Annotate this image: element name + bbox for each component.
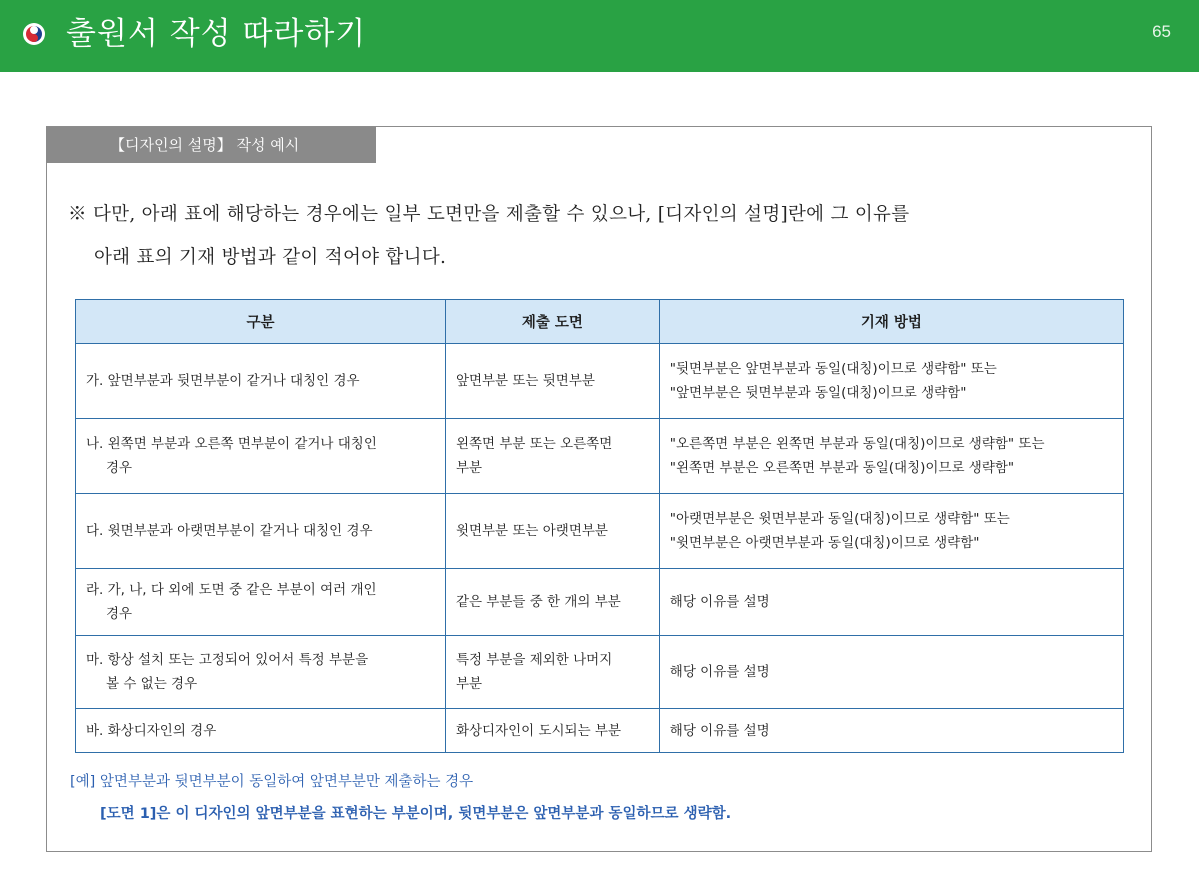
cell-method: 해당 이유를 설명 [659, 709, 1123, 753]
cell-text: "아랫면부분은 윗면부분과 동일(대칭)이므로 생략함" 또는 [669, 511, 1010, 527]
drawing-omission-table [75, 299, 1124, 753]
cell-text: "오른쪽면 부분은 왼쪽면 부분과 동일(대칭)이므로 생략함" 또는 [669, 436, 1045, 452]
cell-drawings: 윗면부분 또는 아랫면부분 [445, 494, 659, 569]
cell-method: 해당 이유를 설명 [659, 636, 1123, 709]
table-row [76, 636, 1124, 709]
table-header-row [76, 300, 1124, 344]
note-line-1: ※ 다만, 아래 표에 해당하는 경우에는 일부 도면만을 제출할 수 있으나, [디자인의 설명]란에 그 이유를 [68, 204, 910, 225]
cell-category [76, 494, 446, 569]
table-row [76, 494, 1124, 569]
example-description: [도면 1]은 이 디자인의 앞면부분을 표현하는 부분이며, 뒷면부분은 앞면부분과 동일하므로 생략함. [100, 806, 732, 822]
note-line-2: 아래 표의 기재 방법과 같이 적어야 합니다. [94, 247, 447, 268]
cell-text: 라. 가, 나, 다 외에 도면 중 같은 부분이 여러 개인 [86, 582, 377, 598]
cell-text: 바. 화상디자인의 경우 [86, 722, 217, 739]
page-number: 65 [1152, 22, 1171, 41]
table-row [76, 344, 1124, 419]
cell-text: 경우 [106, 606, 133, 622]
table-row [76, 419, 1124, 494]
example-title: [예] 앞면부분과 뒷면부분이 동일하여 앞면부분만 제출하는 경우 [70, 774, 474, 790]
cell-method [659, 344, 1123, 419]
section-tag: 【디자인의 설명】 작성 예시 [46, 127, 376, 163]
page-title: 출원서 작성 따라하기 [66, 16, 367, 52]
cell-text: 마. 항상 설치 또는 고정되어 있어서 특정 부분을 [86, 652, 369, 668]
cell-text: "뒷면부분은 앞면부분과 동일(대칭)이므로 생략함" 또는 [669, 361, 997, 377]
cell-method: 해당 이유를 설명 [659, 569, 1123, 636]
cell-text: "앞면부분은 뒷면부분과 동일(대칭)이므로 생략함" [669, 385, 967, 401]
cell-drawings: 화상디자인이 도시되는 부분 [445, 709, 659, 753]
cell-category [76, 344, 446, 419]
cell-text: 경우 [106, 460, 133, 476]
cell-category [76, 709, 446, 753]
cell-category [76, 569, 446, 636]
cell-text: 나. 왼쪽면 부분과 오른쪽 면부분이 같거나 대칭인 [86, 436, 377, 452]
cell-text: 볼 수 없는 경우 [106, 676, 198, 692]
cell-text: "왼쪽면 부분은 오른쪽면 부분과 동일(대칭)이므로 생략함" [669, 460, 1015, 476]
cell-drawings: 같은 부분들 중 한 개의 부분 [445, 569, 659, 636]
cell-text: 다. 윗면부분과 아랫면부분이 같거나 대칭인 경우 [86, 523, 373, 539]
cell-drawings: 특정 부분을 제외한 나머지 부분 [445, 636, 659, 709]
cell-drawings: 앞면부분 또는 뒷면부분 [445, 344, 659, 419]
table-row [76, 569, 1124, 636]
header-method: 기재 방법 [659, 300, 1123, 344]
cell-category [76, 636, 446, 709]
header-drawings: 제출 도면 [445, 300, 659, 344]
cell-text: 가. 앞면부분과 뒷면부분이 같거나 대칭인 경우 [86, 373, 360, 389]
page-header [0, 0, 1199, 72]
cell-text: "윗면부분은 아랫면부분과 동일(대칭)이므로 생략함" [669, 535, 980, 551]
taegeuk-icon [22, 22, 46, 46]
cell-drawings: 왼쪽면 부분 또는 오른쪽면 부분 [445, 419, 659, 494]
cell-method [659, 494, 1123, 569]
table-row [76, 709, 1124, 753]
cell-method [659, 419, 1123, 494]
header-category: 구분 [76, 300, 446, 344]
cell-category [76, 419, 446, 494]
